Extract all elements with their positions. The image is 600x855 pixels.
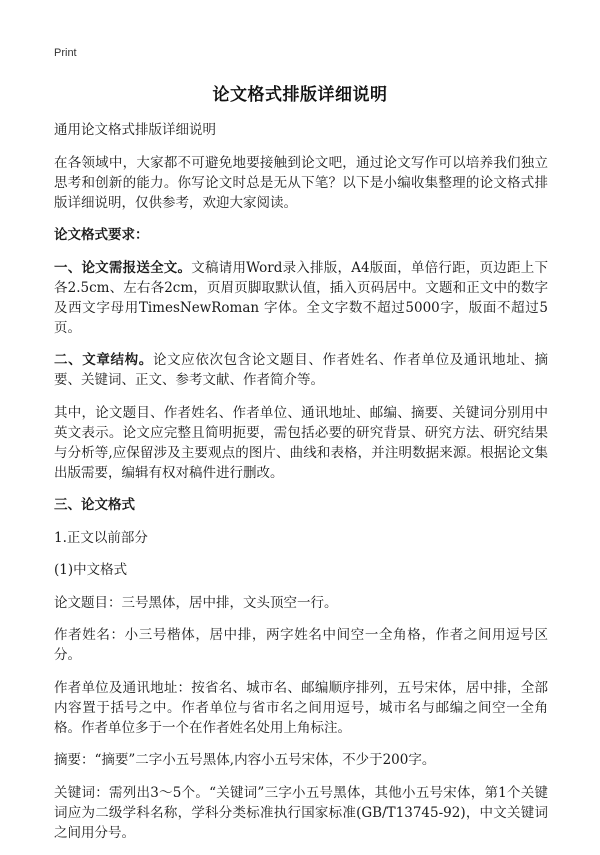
other-paragraph: 其中，论文题目、作者姓名、作者单位、通讯地址、邮编、摘要、关键词分别用中英文表示。论文应完整且简明扼要，需包括必要的研究背景、研究方法、研究结果与分析等,应保留涉及主要观点的图片、曲线和表格，并注明数据来源。根据论文集出版需要，编辑有权对稿件进行删改。: [54, 404, 548, 481]
title-rule: 论文题目：三号黑体，居中排，文头顶空一行。: [54, 594, 338, 611]
document-title: 论文格式排版详细说明: [212, 85, 388, 105]
section-1-1: (1)中文格式: [54, 562, 128, 578]
subtitle-paragraph: 通用论文格式排版详细说明: [54, 122, 216, 138]
section-1: 1.正文以前部分: [54, 529, 148, 546]
item1-lead: 一、论文需报送全文。: [54, 259, 192, 276]
item1-text: 文稿请用Word录入排版，A4版面，单倍行距，页边距上下各2.5cm、左右各2cm，页眉页脚取默认值，插入页码居中。文题和正文中的数字及西文字母用TimesNewRoman 字体。全文字数不超过5000字，版面不超过5页。: [54, 259, 548, 336]
format-heading: 三、论文格式: [54, 497, 135, 513]
abstract-rule: 摘要：“摘要”二字小五号黑体,内容小五号宋体，不少于200字。: [54, 752, 436, 768]
item2-text: 论文应依次包含论文题目、作者姓名、作者单位及通讯地址、摘要、关键词、正文、参考文献、作者简介等。: [54, 352, 549, 388]
unit-rule: 作者单位及通讯地址：按省名、城市名、邮编顺序排列，五号宋体，居中排，全部内容置于括号之中。作者单位与省市名之间用逗号，城市名与邮编之间空一全角格。作者单位多于一个在作者姓名处用上角标注。: [54, 679, 548, 736]
print-link[interactable]: Print: [54, 47, 77, 59]
item2-paragraph: [54, 350, 548, 390]
author-rule: 作者姓名：小三号楷体，居中排，两字姓名中间空一全角格，作者之间用逗号区分。: [54, 627, 548, 663]
document-body: [54, 120, 548, 855]
requirements-heading: 论文格式要求：: [54, 227, 149, 243]
item2-lead: 二、文章结构。: [54, 352, 153, 368]
item1-paragraph: [54, 258, 548, 338]
intro-paragraph: 在各领域中，大家都不可避免地要接触到论文吧，通过论文写作可以培养我们独立思考和创新的能力。你写论文时总是无从下笔？以下是小编收集整理的论文格式排版详细说明，仅供参考，欢迎大家阅读。: [54, 154, 548, 211]
keyword-rule: 关键词：需列出3～5个。“关键词”三字小五号黑体，其他小五号宋体，第1个关键词应为二级学科名称，学科分类标准执行国家标准(GB/T13745-92)，中文关键词之间用分号。: [54, 784, 548, 841]
